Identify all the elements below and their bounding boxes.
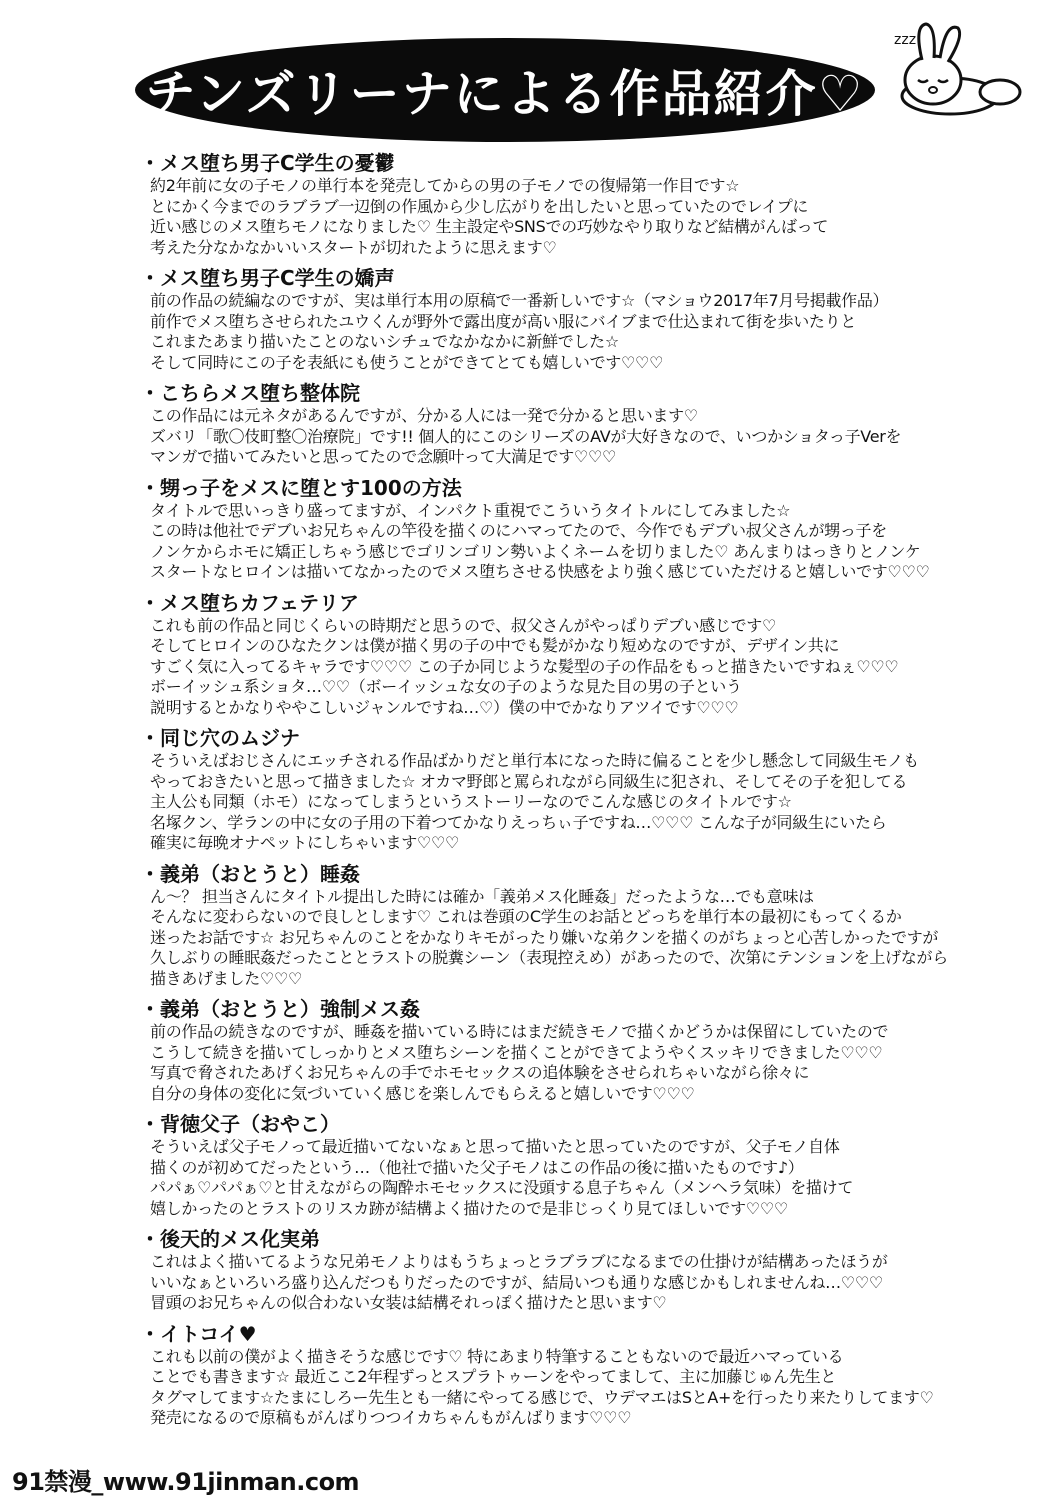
work-section: [140, 380, 990, 468]
work-section: [140, 265, 990, 373]
work-description-line: ことでも書きます☆ 最近ここ2年程ずっとスプラトゥーンをやってまして、主に加藤じゅん先生と: [150, 1367, 837, 1386]
work-description-line: これも以前の僕がよく描きそうな感じです♡ 特にあまり特筆することもないので最近ハマっている: [150, 1346, 844, 1366]
work-description-line: いいなぁといろいろ盛り込んだつもりだったのですが、結局いつも通りな感じかもしれませんね…♡♡♡: [150, 1272, 883, 1292]
work-description-line: これはよく描いてるような兄弟モノよりはもうちょっとラブラブになるまでの仕掛けが結構あったほうが: [150, 1252, 888, 1271]
page-title: チンズリーナによる作品紹介♡: [145, 65, 865, 123]
work-description-line: こうして続きを描いてしっかりとメス堕ちシーンを描くことができてようやくスッキリできました♡♡♡: [150, 1042, 883, 1062]
work-title: ・メス堕ち男子C学生の憂鬱: [140, 151, 395, 175]
work-section: [140, 996, 990, 1104]
work-description-line: パパぁ♡パパぁ♡と甘えながらの陶酔ホモセックスに没頭する息子ちゃん（メンヘラ気味）を描けて: [150, 1178, 854, 1197]
work-description-line: 確実に毎晩オナペットにしちゃいます♡♡♡: [150, 833, 460, 852]
work-title: ・メス堕ちカフェテリア: [140, 590, 359, 615]
work-description-line: これまたあまり描いたことのないシチュでなかなかに新鮮でした☆: [150, 332, 619, 351]
sleeping-bunny-icon: [888, 18, 1038, 118]
work-title: ・同じ穴のムジナ: [140, 726, 300, 750]
work-description-line: とにかく今までのラブラブ一辺倒の作風から少し広がりを出したいと思っていたのでレイプに: [150, 196, 809, 216]
work-description-line: 約2年前に女の子モノの単行本を発売してからの男の子モノでの復帰第一作目です☆: [150, 176, 740, 195]
work-description-line: この作品には元ネタがあるんですが、分かる人には一発で分かると思います♡: [150, 406, 698, 425]
work-description-line: 描くのが初めてだったという…（他社で描いた父子モノはこの作品の後に描いたものです♪）: [150, 1157, 804, 1177]
work-title: ・甥っ子をメスに堕とす100の方法: [140, 475, 462, 500]
work-description-line: 名塚クン、学ランの中に女の子用の下着つてかなりえっちぃ子ですね…♡♡♡ こんな子が同級生にいたら: [150, 812, 887, 832]
work-description-line: そういえば父子モノって最近描いてないなぁと思って描いたと思っていたのですが、父子モノ自体: [150, 1137, 840, 1156]
work-description-line: 前の作品の続編なのですが、実は単行本用の原稿で一番新しいです☆（マショウ2017年7月号掲載作品）: [150, 291, 889, 310]
page-title-banner: [135, 38, 875, 142]
work-section: [140, 861, 990, 990]
work-description-line: 考えた分なかなかいいスタートが切れたように思えます♡: [150, 237, 557, 257]
work-description-line: これも前の作品と同じくらいの時期だと思うので、叔父さんがやっぱりデブい感じです♡: [150, 615, 777, 635]
work-title: ・後天的メス化実弟: [140, 1227, 320, 1251]
work-section: [140, 475, 990, 583]
work-description-line: 冒頭のお兄ちゃんの似合わない女装は結構それっぽく描けたと思います♡: [150, 1293, 667, 1312]
work-title: ・イトコイ♥: [140, 1321, 257, 1346]
bunny-zzz: zzz: [894, 32, 917, 48]
work-description-line: 説明するとかなりややこしいジャンルですね…♡）僕の中でかなりアツイです♡♡♡: [150, 697, 739, 717]
work-section: [140, 725, 990, 854]
watermark: 91禁漫_www.91jinman.com: [6, 1462, 365, 1497]
work-description-line: 写真で脅されたあげくお兄ちゃんの手でホモセックスの追体験をさせられちゃいながら徐々に: [150, 1063, 810, 1082]
work-description-line: 自分の身体の変化に気づいていく感じを楽しんでもらえると嬉しいです♡♡♡: [150, 1083, 695, 1103]
work-description-line: 発売になるので原稿もがんばりつつイカちゃんもがんばります♡♡♡: [150, 1408, 632, 1427]
work-title: ・義弟（おとうと）強制メス姦: [140, 997, 420, 1021]
work-description-line: スタートなヒロインは描いてなかったのでメス堕ちさせる快感をより強く感じていただけると嬉しいです♡♡♡: [150, 562, 930, 581]
work-description-line: 前の作品の続きなのですが、睡姦を描いている時にはまだ続きモノで描くかどうかは保留にしていたので: [150, 1022, 889, 1041]
work-title: ・こちらメス堕ち整体院: [140, 381, 360, 405]
work-description-line: タグマしてます☆たまにしろー先生とも一緒にやってる感じで、ウデマエはSとA+を行ったり来たりしてます♡: [150, 1387, 934, 1407]
work-description-line: そしてヒロインのひなたクンは僕が描く男の子の中でも髪がかなり短めなのですが、デザイン共に: [150, 636, 840, 655]
work-description-line: 近い感じのメス堕ちモノになりました♡ 生主設定やSNSでの巧妙なやり取りなど結構がんばって: [150, 217, 829, 236]
work-description-line: ん〜？ 担当さんにタイトル提出した時には確か「義弟メス化睡姦」だったような…でも意味は: [150, 886, 814, 906]
work-section: [140, 590, 990, 719]
work-description-line: 嬉しかったのとラストのリスカ跡が結構よく描けたので是非じっくり見てほしいです♡♡♡: [150, 1198, 788, 1218]
work-description-line: 久しぶりの睡眠姦だったこととラストの脱糞シーン（表現控えめ）があったので、次第にテンションを上げながら: [150, 948, 948, 967]
work-description-line: 迷ったお話です☆ お兄ちゃんのことをかなりキモがったり嫌いな弟クンを描くのがちょっと心苦しかったですが: [150, 927, 939, 947]
works-introduction: [140, 150, 990, 1436]
work-description-line: 描きあげました♡♡♡: [150, 968, 303, 988]
work-description-line: そんなに変わらないので良しとします♡ これは巻頭のC学生のお話とどっちを単行本の最初にもってくるか: [150, 907, 902, 926]
work-title: ・背徳父子（おやこ）: [140, 1112, 340, 1136]
work-description-line: 主人公も同類（ホモ）になってしまうというストーリーなのでこんな感じのタイトルです☆: [150, 792, 792, 811]
work-description-line: ボーイッシュ系ショタ…♡♡（ボーイッシュな女の子のような見た目の男の子という: [150, 677, 742, 696]
work-description-line: この時は他社でデブいお兄ちゃんの竿役を描くのにハマってたので、今作でもデブい叔父さんが甥っ子を: [150, 521, 887, 540]
work-description-line: ノンケからホモに矯正しちゃう感じでゴリンゴリン勢いよくネームを切りました♡ あんまりはっきりとノンケ: [150, 541, 921, 561]
work-description-line: そして同時にこの子を表紙にも使うことができてとても嬉しいです♡♡♡: [150, 352, 664, 372]
work-section: [140, 1111, 990, 1219]
work-section: [140, 1226, 990, 1314]
work-description-line: タイトルで思いっきり盛ってますが、インパクト重視でこういうタイトルにしてみました☆: [150, 500, 791, 520]
work-description-line: ズバリ「歌〇伎町整〇治療院」です!! 個人的にこのシリーズのAVが大好きなので、いつかショタっ子Verを: [150, 426, 902, 446]
work-description-line: やっておきたいと思って描きました☆ オカマ野郎と罵られながら同級生に犯され、そしてその子を犯してる: [150, 771, 908, 791]
work-description-line: マンガで描いてみたいと思ってたので念願叶って大満足です♡♡♡: [150, 447, 617, 466]
work-title: ・義弟（おとうと）睡姦: [140, 861, 360, 886]
work-section: [140, 150, 990, 258]
work-title: ・メス堕ち男子C学生の嬌声: [140, 266, 395, 290]
work-description-line: すごく気に入ってるキャラです♡♡♡ この子か同じような髪型の子の作品をもっと描きたいですねぇ♡♡♡: [150, 656, 899, 676]
work-description-line: そういえばおじさんにエッチされる作品ばかりだと単行本になった時に偏ることを少し懸念して同級生モノも: [150, 751, 919, 770]
work-description-line: 前作でメス堕ちさせられたユウくんが野外で露出度が高い服にバイブまで仕込まれて街を歩いたりと: [150, 311, 857, 331]
work-section: [140, 1321, 990, 1429]
